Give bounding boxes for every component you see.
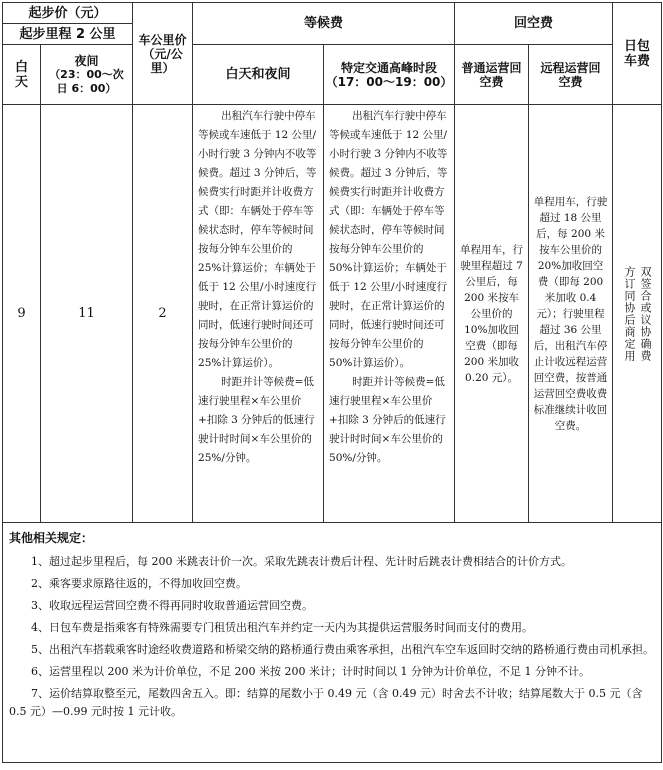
fare-table — [2, 2, 662, 763]
daily-charter-desc — [613, 105, 662, 523]
waiting-fee-header: 等候费 — [193, 3, 455, 45]
return-long-header: 远程运营回空费 — [529, 45, 613, 105]
start-price-header: 起步价（元） — [3, 3, 133, 24]
waiting-peak-header — [324, 45, 455, 105]
return-normal-desc: 单程用车，行驶里程超过 7 公里后，每 200 米按车公里价的 10%加收回空费（即每 200 米加收 0.20 元）。 — [455, 105, 529, 523]
rule-item: 4、日包车费是指乘客有特殊需要专门租赁出租汽车并约定一天内为其提供运营服务时间而支付的费用。 — [31, 621, 533, 634]
waiting-day-night-rule: 出租汽车行驶中停车等候或车速低于 12 公里/小时行驶 3 分钟内不收等候费。超过 3 分钟后，等候费实行时距并计收费方式（即：车辆处于停车等候状态时，停车等候时间按每分钟车公里价的 25%计算运价；车辆处于低于 12 公里/小时速度行驶时，在正常计算运价的同时，低速行驶时间还可按每分钟车公里价的 25%计算运价）。 — [198, 110, 317, 369]
per-km-price-header: 车公里价（元/公里） — [133, 3, 193, 105]
daily-charter-col-2: 双签合或议协确费 — [639, 265, 653, 362]
waiting-day-night-formula: 时距并计等候费=低速行驶里程×车公里价+扣除 3 分钟后的低速行驶计时时间×车公里价的 25%/分钟。 — [198, 376, 315, 464]
return-long-desc: 单程用车，行驶超过 18 公里后，每 200 米按车公里价的 20%加收回空费（即每 200 米加收 0.4 元）；行驶里程超过 36 公里后，出租汽车停止计收远程运营回空费，按普通运营回空费收费标准继续计收回空费。 — [529, 105, 613, 523]
night-header — [41, 45, 133, 105]
rule-item: 3、收取远程运营回空费不得再同时收取普通运营回空费。 — [31, 599, 313, 612]
daily-charter-header: 日包车费 — [613, 3, 662, 105]
waiting-peak-desc — [324, 105, 455, 523]
waiting-peak-rule: 出租汽车行驶中停车等候或车速低于 12 公里/小时行驶 3 分钟内不收等候费。超过 3 分钟后，等候费实行时距并计收费方式（即：车辆处于停车等候状态时，停车等候时间按每分钟车公里价的 50%计算运价；车辆处于低于 12 公里/小时速度行驶时，在正常计算运价的同时，低速行驶时间还可按每分钟车公里价的 50%计算运价）。 — [329, 110, 448, 369]
waiting-day-night-desc — [193, 105, 324, 523]
rule-item: 6、运营里程以 200 米为计价单位，不足 200 米按 200 米计；计时时间以 1 分钟为计价单位，不足 1 分钟不计。 — [31, 665, 590, 678]
night-label: 夜间 — [74, 53, 99, 68]
waiting-peak-label: 特定交通高峰时段 — [341, 60, 438, 75]
start-distance-header: 起步里程 2 公里 — [3, 24, 133, 45]
waiting-peak-hours: （17：00～19：00） — [325, 74, 453, 89]
return-normal-header: 普通运营回空费 — [455, 45, 529, 105]
rules-title: 其他相关规定： — [9, 531, 94, 545]
night-hours: （23：00～次日 6：00） — [49, 67, 124, 95]
return-fee-header: 回空费 — [455, 3, 613, 45]
other-rules — [3, 523, 662, 763]
daily-charter-col-1: 方订同协后商定用 — [623, 265, 637, 362]
rule-item: 2、乘客要求原路往返的，不得加收回空费。 — [31, 577, 247, 590]
day-price-value: 9 — [3, 105, 41, 523]
waiting-day-night-header: 白天和夜间 — [193, 45, 324, 105]
rule-item: 5、出租汽车搭载乘客时途经收费道路和桥梁交纳的路桥通行费由乘客承担，出租汽车空车返回时交纳的路桥通行费由司机承担。 — [31, 643, 654, 656]
rule-item: 1、超过起步里程后，每 200 米跳表计价一次。采取先跳表计费后计程、先计时后跳表计费相结合的计价方式。 — [31, 555, 572, 568]
waiting-peak-formula: 时距并计等候费=低速行驶里程×车公里价+扣除 3 分钟后的低速行驶计时时间×车公里价的 50%/分钟。 — [329, 376, 446, 464]
day-header: 白天 — [3, 45, 41, 105]
night-price-value: 11 — [41, 105, 133, 523]
per-km-value: 2 — [133, 105, 193, 523]
rule-item: 7、运价结算取整至元，尾数四舍五入。即：结算的尾数小于 0.49 元（含 0.49 元）时舍去不计收；结算尾数大于 0.5 元（含 0.5 元）—0.99 元时按 1 元计收。 — [9, 687, 643, 718]
